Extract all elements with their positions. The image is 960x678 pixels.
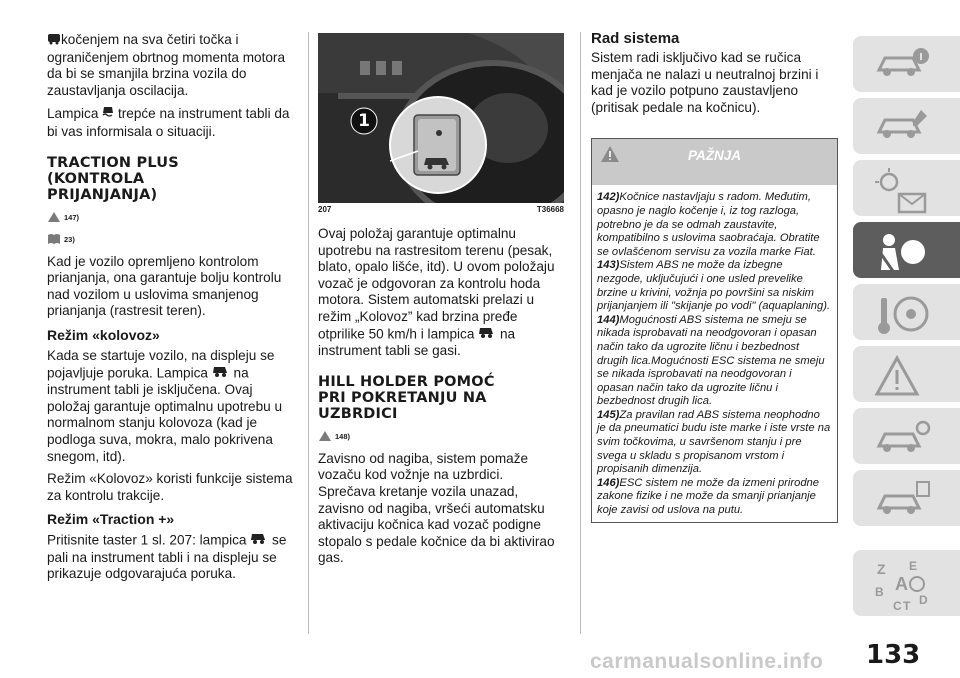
note-text: Kočnice nastavljaju s radom. Međutim, opasno je naglo kočenje i, iz tog razloga, potrebno je da se odmah zaustavite, kompatibilno s uslovima saobraćaja. Obratite se ovlašćenom servisu za vozila marke Fiat. xyxy=(597,191,820,258)
chapter-tab-maintenance[interactable] xyxy=(853,408,960,464)
subheading: Režim «kolovoz» xyxy=(47,326,160,343)
warning-note xyxy=(597,477,831,518)
chapter-tab-warning-lights[interactable] xyxy=(853,160,960,216)
technical-data-icon xyxy=(873,478,933,528)
warning-note xyxy=(597,314,831,409)
section-heading xyxy=(47,155,299,203)
chapter-tab-emergency[interactable] xyxy=(853,346,960,402)
tc-warning-light-icon xyxy=(47,31,61,50)
column-divider xyxy=(308,32,309,634)
section-heading xyxy=(318,374,564,422)
paragraph-text: trepće na instrument tabli da bi vas informisala o situaciji. xyxy=(47,106,290,139)
paragraph: Režim «Kolovoz» koristi funkcije sistema za kontrolu trakcije. xyxy=(47,471,293,503)
heading-line: (KONTROLA xyxy=(47,170,145,187)
column-divider xyxy=(580,32,581,634)
warning-reference xyxy=(47,209,299,227)
note-text: Sistem ABS ne može da izbegne nezgode, uključujući i one usled prevelike brzine u krivini, vožnja po površini sa niskim prijanjanjem ili "skijanje po vodi" (aquaplaning). xyxy=(597,259,831,313)
car-service-icon xyxy=(873,106,933,146)
svg-text:C: C xyxy=(893,599,902,613)
figure-207 xyxy=(318,33,564,203)
paragraph-text: se pali na instrument tabli i na displeju se prikazuje odgovarajuća poruka. xyxy=(47,532,287,582)
note-text: Za pravilan rad ABS sistema neophodno je da pneumatici budu iste marke i iste vrste na svim točkovima, u savršenom stanju i pre svega u skladu s propisanom vrstom i propisanih dimenzija. xyxy=(597,408,831,476)
paragraph: Zavisno od nagiba, sistem pomaže vozaču kod vožnje na uzbrdici. Sprečava kretanje vozila unazad, zavisno od nagiba, vršeći automatsku aktivaciju kočnica kad vozač podigne stopalo s pedale kočnice da bi aktivirao gas. xyxy=(318,450,555,566)
note-text: Mogućnosti ABS sistema ne smeju se nikada isprobavati na neodgovoran i opasan način tako da ugrozite ličnu i bezbednost drugih lica.Mogućnosti ESC sistema ne smeju se nikada isprobavati na neodgovoran i opasan način tako da ugrozite ličnu i bezbednost drugih lica. xyxy=(597,313,825,408)
info-reference xyxy=(47,231,299,249)
warning-reference xyxy=(318,428,564,446)
reference-number: 147) xyxy=(64,213,80,223)
note-number: 145) xyxy=(597,408,620,421)
paragraph-text: Ovaj položaj garantuje optimalnu upotrebu na rastresitom terenu (pesak, blato, opalo lišće, itd). U ovom položaju vozač je odgovoran za kontrolu hoda motora. Sistem automatski prelazi u režim „Kolovoz” kad brzina pređe otprilike 50 km/h i lampica xyxy=(318,226,555,341)
note-number: 146) xyxy=(597,476,620,489)
heading-line: HILL HOLDER POMOĆ xyxy=(318,373,495,390)
tc-warning-light-icon xyxy=(102,105,114,124)
safety-airbag-icon xyxy=(873,230,933,280)
warning-lights-icon xyxy=(873,168,933,218)
paragraph-text: na instrument tabli je isključena. Ovaj položaj garantuje optimalnu upotrebu u normalnom stanju kolovoza (kad je podloga suva, mokra, malo pokrivena snegom, itd). xyxy=(47,364,283,464)
warning-title: PAŽNJA xyxy=(687,148,741,164)
figure-caption xyxy=(318,205,564,214)
figure-code: T36668 xyxy=(536,205,564,214)
heading-line: PRI POKRETANJU NA xyxy=(318,389,487,406)
info-book-icon xyxy=(47,233,61,247)
svg-text:T: T xyxy=(903,599,911,613)
svg-text:B: B xyxy=(875,585,884,599)
car-info-icon xyxy=(873,44,933,84)
dashboard-photo xyxy=(318,33,564,203)
paragraph-text: Pritisnite taster 1 sl. 207: lampica xyxy=(47,532,247,548)
note-text: ESC sistem ne može da izmeni prirodne zakone fizike i ne može da smanji prianjanje koje zavisi od uslova na putu. xyxy=(597,476,820,517)
warning-note xyxy=(597,409,831,477)
paragraph-text: Kada se startuje vozilo, na displeju se pojavljuje poruka. Lampica xyxy=(47,347,275,380)
tc-plus-light-icon xyxy=(212,365,230,383)
reference-number: 23) xyxy=(64,235,75,245)
warning-triangle-icon xyxy=(47,211,61,225)
warning-triangle-icon xyxy=(318,430,332,444)
warning-note xyxy=(597,191,831,259)
tc-plus-light-icon xyxy=(250,532,268,550)
paragraph xyxy=(47,348,299,465)
paragraph xyxy=(318,226,564,360)
column-1 xyxy=(47,31,299,583)
paragraph-text: na instrument tabli se gasi. xyxy=(318,325,516,359)
maintenance-icon xyxy=(873,416,933,466)
note-number: 143) xyxy=(597,259,620,272)
svg-text:D: D xyxy=(919,593,928,607)
note-number: 144) xyxy=(597,313,620,326)
chapter-tab-technical-data[interactable] xyxy=(853,470,960,526)
figure-number: 207 xyxy=(318,205,332,214)
heading-line: PRIJANJANJA) xyxy=(47,186,158,203)
chapter-tab-index[interactable] xyxy=(853,550,960,616)
heading-line: UZBRDICI xyxy=(318,405,398,422)
note-number: 142) xyxy=(597,191,620,204)
heading-line: TRACTION PLUS xyxy=(47,154,179,171)
subheading: Režim «Traction +» xyxy=(47,511,175,528)
chapter-tab-car-service[interactable] xyxy=(853,98,960,154)
warning-note xyxy=(597,259,831,313)
starting-driving-icon xyxy=(873,292,933,342)
svg-text:Z: Z xyxy=(877,561,886,577)
svg-text:A: A xyxy=(895,574,908,594)
chapter-tab-safety[interactable] xyxy=(853,222,960,278)
paragraph: Sistem radi isključivo kad se ručica menjača ne nalazi u neutralnoj brzini i kad je vozilo potpuno zaustavljeno (pritisak pedale na kočnicu). xyxy=(591,50,819,115)
subheading: Rad sistema xyxy=(591,30,680,47)
column-3 xyxy=(591,30,838,523)
warning-notes xyxy=(592,185,837,521)
figure-callout-label: 1 xyxy=(358,111,370,131)
tc-plus-light-icon xyxy=(478,326,496,344)
paragraph: Kad je vozilo opremljeno kontrolom prianjanja, ona garantuje bolju kontrolu nad vozilom u uslovima smanjenog prianjanja (rastresit teren). xyxy=(47,253,282,319)
chapter-tab-starting-driving[interactable] xyxy=(853,284,960,340)
column-2 xyxy=(318,33,564,567)
reference-number: 148) xyxy=(335,432,351,442)
emergency-icon xyxy=(873,354,933,404)
page-number: 133 xyxy=(866,640,921,670)
paragraph-text: Lampica xyxy=(47,106,99,122)
paragraph xyxy=(47,532,299,583)
paragraph xyxy=(47,105,299,140)
paragraph xyxy=(47,31,299,99)
watermark: carmanualsonline.info xyxy=(590,650,824,673)
warning-box-header xyxy=(592,139,837,185)
warning-box xyxy=(591,138,838,522)
paragraph-text: kočenjem na sva četiri točka i ograničenjem obrtnog momenta motora da bi se smanjila brzina vozila do zaustavljanja oscilacija. xyxy=(47,31,286,98)
svg-text:E: E xyxy=(909,559,918,573)
chapter-tab-car-info[interactable] xyxy=(853,36,960,92)
index-icon xyxy=(873,558,943,614)
